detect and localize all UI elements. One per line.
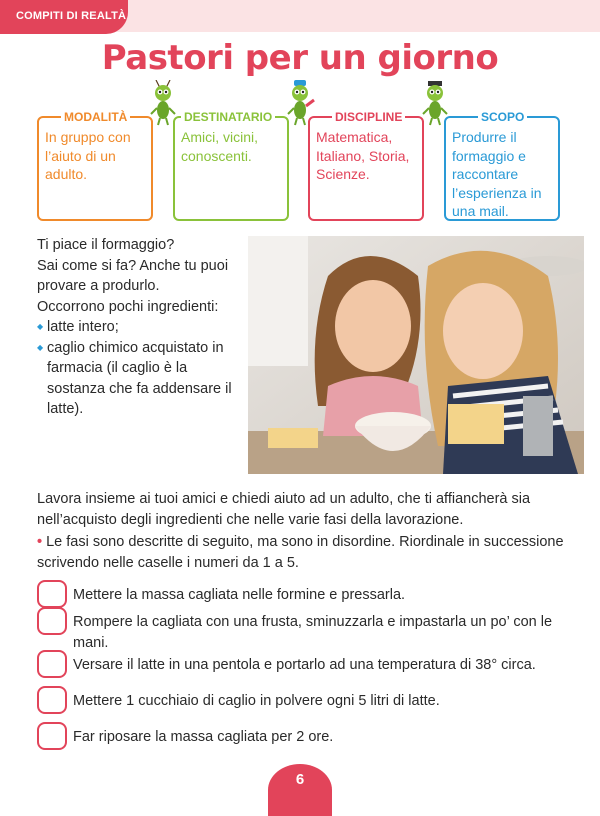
intro-text bbox=[37, 235, 242, 420]
intro-line-1: Ti piace il formaggio? bbox=[37, 237, 175, 253]
step-text: Mettere 1 cucchiaio di caglio in polvere ogni 5 litri di latte. bbox=[73, 693, 440, 709]
discipline-text: Matematica, Italiano, Storia, Scienze. bbox=[316, 129, 410, 182]
scopo-text: Produrre il formaggio e raccontare l’esperienza in una mail. bbox=[452, 129, 542, 219]
step-text: Versare il latte in una pentola e portarlo ad una temperatura di 38° circa. bbox=[73, 657, 536, 673]
page-number: 6 bbox=[268, 764, 332, 816]
step-text: Far riposare la massa cagliata per 2 ore. bbox=[73, 729, 334, 745]
task-paragraph bbox=[37, 532, 567, 573]
section-tab: COMPITI DI REALTÀ bbox=[0, 0, 128, 34]
step-row bbox=[37, 585, 577, 608]
step-row bbox=[37, 727, 577, 750]
bullet-dot: • bbox=[37, 534, 43, 550]
step-number-box[interactable] bbox=[37, 580, 67, 608]
destinatario-text: Amici, vicini, conoscenti. bbox=[181, 129, 259, 164]
destinatario-box bbox=[173, 110, 289, 221]
task-text bbox=[37, 532, 567, 573]
intro-line-2: Sai come si fa? Anche tu puoi provare a produrlo. bbox=[37, 257, 229, 294]
ingredient-item: ◆ latte intero; bbox=[37, 317, 242, 338]
scopo-box bbox=[444, 110, 560, 221]
step-text: Mettere la massa cagliata nelle formine e pressarla. bbox=[73, 587, 406, 603]
step-text: Rompere la cagliata con una frusta, sminuzzarla e impastarla un po’ con le mani. bbox=[73, 614, 553, 651]
scopo-label: SCOPO bbox=[478, 109, 527, 125]
intro-line-3: Occorrono pochi ingredienti: bbox=[37, 298, 219, 315]
task-description: Le fasi sono descritte di seguito, ma sono in disordine. Riordinale in successione scrivendo nelle caselle i numeri da 1 a 5. bbox=[37, 534, 564, 571]
instructions-paragraph bbox=[37, 489, 567, 530]
destinatario-label: DESTINATARIO bbox=[181, 109, 275, 125]
step-number-box[interactable] bbox=[37, 607, 67, 635]
discipline-label: DISCIPLINE bbox=[332, 109, 405, 125]
step-number-box[interactable] bbox=[37, 686, 67, 714]
step-row bbox=[37, 612, 577, 653]
step-number-box[interactable] bbox=[37, 722, 67, 750]
discipline-box bbox=[308, 110, 424, 221]
step-number-box[interactable] bbox=[37, 650, 67, 678]
ingredient-item: ◆ caglio chimico acquistato in farmacia (il caglio è la sostanza che fa addensare il latte). bbox=[37, 338, 242, 420]
step-row bbox=[37, 691, 577, 714]
modalita-text: In gruppo con l’aiuto di un adulto. bbox=[45, 129, 131, 182]
instructions-text: Lavora insieme ai tuoi amici e chiedi aiuto ad un adulto, che ti affiancherà sia nell’acquisto degli ingredienti che nelle varie fasi della lavorazione. bbox=[37, 491, 531, 528]
girls-photo bbox=[248, 236, 584, 474]
page-title: Pastori per un giorno bbox=[101, 38, 499, 78]
modalita-box bbox=[37, 110, 153, 221]
step-row bbox=[37, 655, 577, 678]
modalita-label: MODALITÀ bbox=[61, 109, 130, 125]
